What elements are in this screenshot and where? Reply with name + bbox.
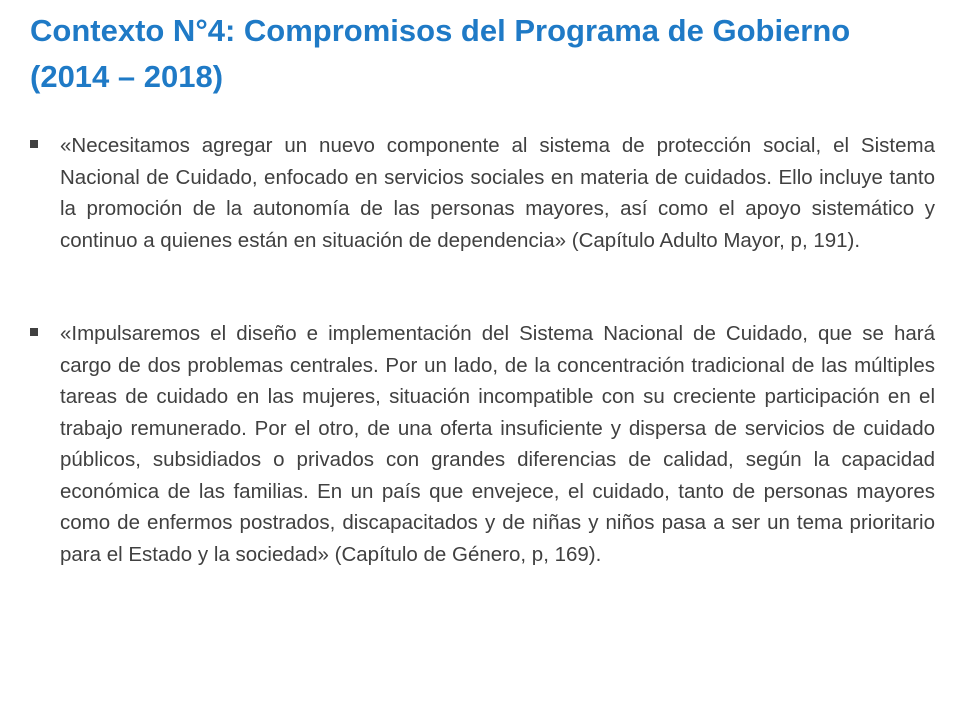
bullet-item bbox=[30, 318, 935, 570]
slide-title: Contexto N°4: Compromisos del Programa de Gobierno (2014 – 2018) bbox=[30, 13, 851, 94]
bullet-item bbox=[30, 130, 935, 256]
square-bullet-icon bbox=[30, 140, 38, 148]
bullet-text: «Necesitamos agregar un nuevo componente al sistema de protección social, el Sistema Nacional de Cuidado, enfocado en servicios sociales en materia de cuidados. Ello incluye tanto la promoción de la autonomía de las personas mayores, así como el apoyo sistemático y continuo a quienes están en situación de dependencia» (Capítulo Adulto Mayor, p, 191). bbox=[60, 134, 935, 252]
bullet-text: «Impulsaremos el diseño e implementación del Sistema Nacional de Cuidado, que se hará cargo de dos problemas centrales. Por un lado, de la concentración tradicional de las múltiples tareas de cuidado en las mujeres, situación incompatible con su creciente participación en el trabajo remunerado. Por el otro, de una oferta insuficiente y dispersa de servicios de cuidado públicos, subsidiados o privados con grandes diferencias de calidad, según la capacidad económica de las familias. En un país que envejece, el cuidado, tanto de personas mayores como de enfermos postrados, discapacitados y de niñas y niños pasa a ser un tema prioritario para el Estado y la sociedad» (Capítulo de Género, p, 169). bbox=[60, 322, 935, 566]
square-bullet-icon bbox=[30, 328, 38, 336]
bullet-list bbox=[30, 130, 935, 570]
